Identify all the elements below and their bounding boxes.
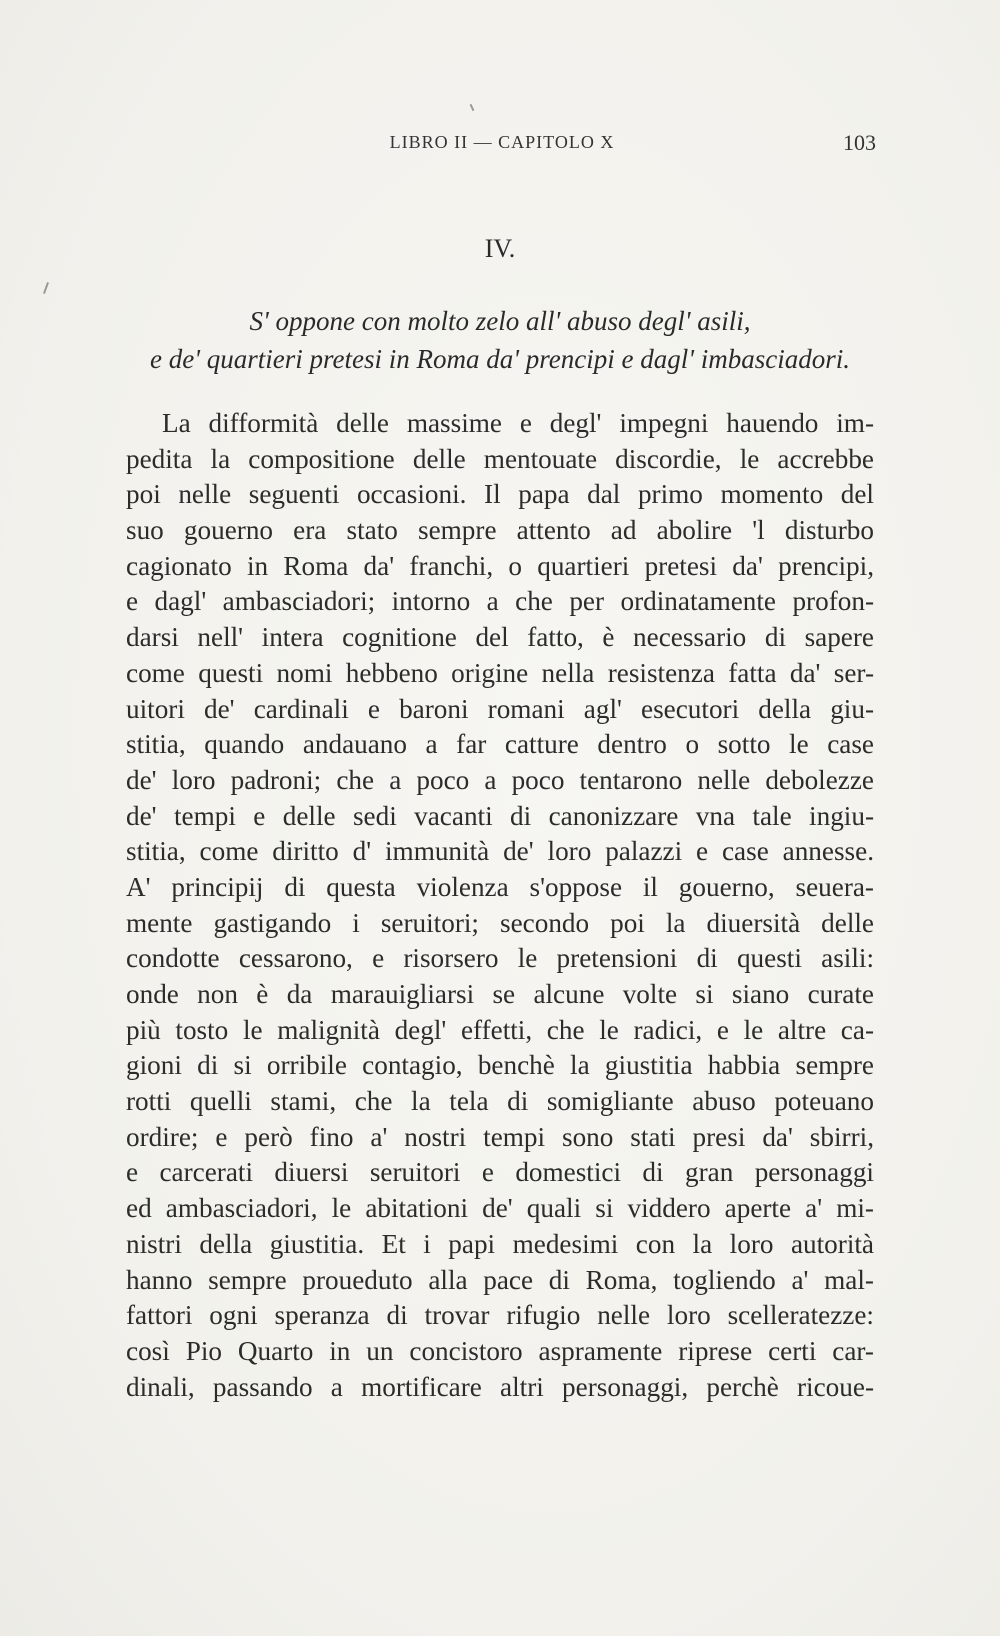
- body-line: pedita la compositione delle mentouate discordie, le accrebbe: [126, 443, 874, 474]
- body-line: cagionato in Roma da' franchi, o quartieri pretesi da' prencipi,: [126, 550, 874, 581]
- body-line: stitia, come diritto d' immunità de' loro palazzi e case annesse.: [126, 836, 874, 867]
- heading-line-1: S' oppone con molto zelo all' abuso degl' asili,: [249, 306, 751, 336]
- running-head-title: LIBRO II — CAPITOLO X: [389, 132, 615, 152]
- body-line: come questi nomi hebbeno origine nella resistenza fatta da' ser-: [126, 657, 874, 688]
- body-line: uitori de' cardinali e baroni romani agl' esecutori della giu-: [126, 693, 874, 724]
- body-line: ordire; e però fino a' nostri tempi sono stati presi da' sbirri,: [126, 1121, 874, 1152]
- body-line: de' loro padroni; che a poco a poco tentarono nelle debolezze: [126, 764, 874, 795]
- body-line: più tosto le malignità degl' effetti, che le radici, e le altre ca-: [126, 1014, 874, 1045]
- body-line: mente gastigando i seruitori; secondo poi la diuersità delle: [126, 907, 874, 938]
- body-line: stitia, quando andauano a far catture dentro o sotto le case: [126, 729, 874, 760]
- section-heading: [120, 302, 880, 378]
- body-line: così Pio Quarto in un concistoro aspramente riprese certi car-: [126, 1335, 874, 1366]
- running-head: [128, 132, 876, 160]
- body-line: gioni di si orribile contagio, benchè la giustitia habbia sempre: [126, 1050, 874, 1081]
- body-line: fattori ogni speranza di trovar rifugio nelle loro scelleratezze:: [126, 1300, 874, 1331]
- body-line: onde non è da marauigliarsi se alcune volte si siano curate: [126, 979, 874, 1009]
- body-text: [126, 406, 874, 1405]
- body-line: A' principij di questa violenza s'oppose il gouerno, seuera-: [126, 871, 874, 902]
- body-line: e carcerati diuersi seruitori e domestici di gran personaggi: [126, 1157, 874, 1188]
- body-line: ed ambasciadori, le abitationi de' quali si viddero aperte a' mi-: [126, 1193, 874, 1224]
- body-line: poi nelle seguenti occasioni. Il papa dal primo momento del: [126, 479, 874, 510]
- body-line: rotti quelli stami, che la tela di somigliante abuso poteuano: [126, 1086, 874, 1117]
- section-number: IV.: [484, 234, 516, 263]
- body-line: La difformità delle massime e degl' impegni hauendo im-: [162, 408, 874, 438]
- body-line: de' tempi e delle sedi vacanti di canonizzare vna tale ingiu-: [126, 800, 874, 831]
- page-number: 103: [843, 130, 876, 155]
- body-line: condotte cessarono, e risorsero le pretensioni di questi asili:: [126, 943, 874, 974]
- body-line: suo gouerno era stato sempre attento ad abolire 'l disturbo: [126, 515, 874, 546]
- ink-speck: [43, 282, 49, 294]
- ink-speck: [470, 104, 475, 111]
- heading-line-2: e de' quartieri pretesi in Roma da' prencipi e dagl' imbasciadori.: [150, 344, 850, 374]
- body-line: hanno sempre proueduto alla pace di Roma, togliendo a' mal-: [126, 1264, 874, 1295]
- body-line: e dagl' ambasciadori; intorno a che per ordinatamente profon-: [126, 586, 874, 617]
- body-line: dinali, passando a mortificare altri personaggi, perchè ricoue-: [126, 1371, 874, 1402]
- body-line: darsi nell' intera cognitione del fatto, è necessario di sapere: [126, 622, 874, 653]
- body-line: nistri della giustitia. Et i papi medesimi con la loro autorità: [126, 1228, 874, 1259]
